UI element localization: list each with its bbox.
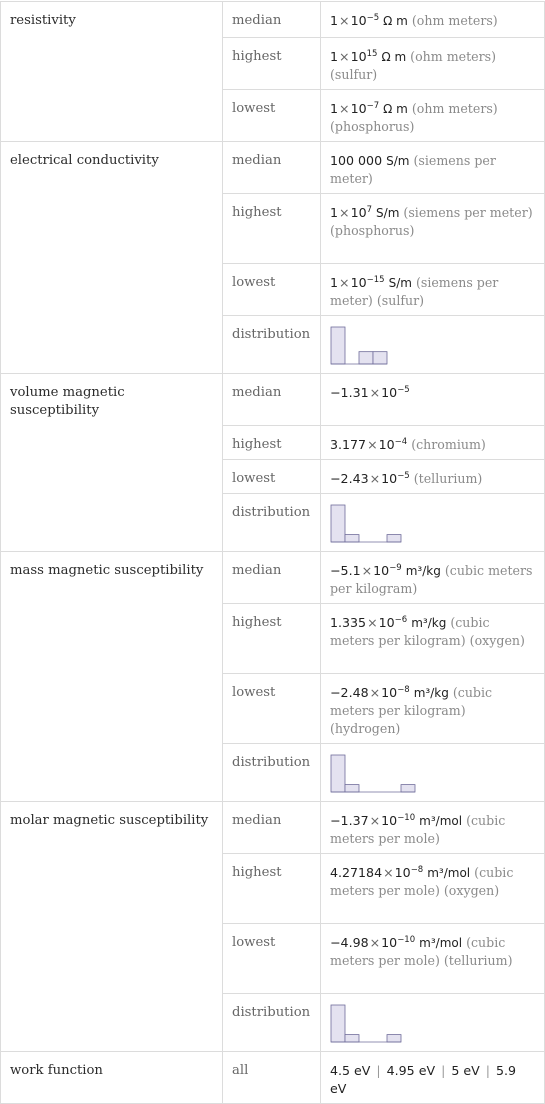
- histogram-bar: [331, 755, 345, 792]
- distribution-histogram: [330, 1004, 402, 1044]
- element-name: (oxygen): [443, 883, 500, 898]
- times-sign: ×: [339, 205, 350, 220]
- value-exponent: −5: [397, 385, 410, 395]
- unit-description: (ohm meters): [411, 13, 498, 28]
- unit-description: (siemens per meter): [403, 205, 533, 220]
- unit-description: (cubic meters per mole): [330, 813, 506, 846]
- row-value: $-2.43\times 10^{-5}$ (tellurium): [321, 460, 545, 494]
- row-label: lowest: [223, 674, 321, 744]
- unit-description: (cubic meters per kilogram): [330, 685, 493, 718]
- value-unit: m³/kg: [405, 564, 441, 578]
- value-unit: S/m: [376, 206, 400, 220]
- element-name: (phosphorus): [330, 223, 415, 238]
- row-label: median: [223, 142, 321, 194]
- list-separator: |: [441, 1063, 446, 1078]
- histogram-bar: [345, 785, 359, 792]
- value-mantissa: 1: [330, 205, 339, 220]
- value-unit: m³/kg: [413, 686, 449, 700]
- element-name: (oxygen): [469, 633, 525, 648]
- times-sign: ×: [339, 275, 350, 290]
- value-unit: Ω m: [383, 14, 408, 28]
- value-unit: m³/mol: [419, 936, 463, 950]
- row-value: [321, 1052, 545, 1104]
- unit-description: (cubic meters per mole): [330, 865, 514, 898]
- value-mantissa: −4.98: [330, 935, 369, 950]
- row-label: distribution: [223, 744, 321, 802]
- value-exponent: −10: [397, 813, 416, 823]
- row-label: median: [223, 552, 321, 604]
- histogram-bar: [387, 535, 401, 542]
- row-label: lowest: [223, 264, 321, 316]
- histogram-bar: [345, 535, 359, 542]
- value-unit: Ω m: [381, 50, 407, 64]
- row-value: $3.177\times 10^{-4}$ (chromium): [321, 426, 545, 460]
- value-number: 100 000: [330, 153, 383, 168]
- property-name: resistivity: [1, 2, 223, 142]
- value-mantissa: 1: [330, 275, 339, 290]
- properties-table-body: [1, 2, 545, 1104]
- table-row: [1, 802, 545, 854]
- row-value: [321, 494, 545, 552]
- value-exponent: −6: [394, 615, 408, 625]
- value-exponent: 15: [366, 49, 378, 59]
- value-exponent: −8: [410, 865, 424, 875]
- row-label: distribution: [223, 494, 321, 552]
- distribution-histogram: [330, 754, 416, 794]
- table-row: [1, 374, 545, 426]
- unit-description: (cubic meters per mole): [330, 935, 506, 968]
- times-sign: ×: [339, 49, 350, 64]
- element-name: (hydrogen): [330, 721, 401, 736]
- times-sign: ×: [339, 101, 350, 116]
- value-mantissa: −1.31: [330, 385, 369, 400]
- row-value: $-4.98\times 10^{-10}$ m³/mol (cubic meters per mole) (tellurium): [321, 924, 545, 994]
- value-unit: m³/mol: [419, 814, 463, 828]
- row-label: highest: [223, 426, 321, 460]
- row-label: distribution: [223, 994, 321, 1052]
- row-value: [321, 744, 545, 802]
- value-mantissa: 1: [330, 49, 339, 64]
- row-value: [321, 142, 545, 194]
- properties-table: [0, 1, 545, 1104]
- work-function-value: 5.9 eV: [330, 1063, 516, 1096]
- row-label: median: [223, 374, 321, 426]
- unit-description: (siemens per meter): [330, 153, 496, 186]
- histogram-bar: [331, 1005, 345, 1042]
- row-label: median: [223, 802, 321, 854]
- distribution-histogram: [330, 504, 402, 544]
- row-value: $1\times 10^{-7}$ Ω m (ohm meters) (phosphorus): [321, 90, 545, 142]
- value-mantissa: 3.177: [330, 437, 367, 452]
- value-unit: m³/kg: [411, 616, 447, 630]
- work-function-value: 4.95 eV: [386, 1063, 436, 1078]
- value-mantissa: −2.48: [330, 685, 369, 700]
- histogram-bar: [387, 1035, 401, 1042]
- row-label: highest: [223, 38, 321, 90]
- row-label: highest: [223, 194, 321, 264]
- times-sign: ×: [367, 615, 378, 630]
- row-value: $1\times 10^7$ S/m (siemens per meter) (phosphorus): [321, 194, 545, 264]
- row-value: [321, 316, 545, 374]
- times-sign: ×: [369, 685, 381, 700]
- row-value: $-1.31\times 10^{-5}$: [321, 374, 545, 426]
- element-name: (phosphorus): [330, 119, 415, 134]
- unit-description: (cubic meters per kilogram): [330, 615, 490, 648]
- row-value: [321, 994, 545, 1052]
- row-label: highest: [223, 604, 321, 674]
- unit-description: (ohm meters): [410, 49, 497, 64]
- row-value: $-1.37\times 10^{-10}$ m³/mol (cubic meters per mole): [321, 802, 545, 854]
- row-label: lowest: [223, 90, 321, 142]
- value-exponent: −10: [397, 935, 416, 945]
- value-exponent: 7: [366, 205, 373, 215]
- times-sign: ×: [369, 935, 381, 950]
- value-mantissa: −1.37: [330, 813, 369, 828]
- value-exponent: −5: [397, 471, 410, 481]
- value-unit: S/m: [388, 276, 412, 290]
- row-value: $4.27184\times 10^{-8}$ m³/mol (cubic meters per mole) (oxygen): [321, 854, 545, 924]
- row-label: all: [223, 1052, 321, 1104]
- histogram-bar: [373, 352, 387, 364]
- value-mantissa: −2.43: [330, 471, 369, 486]
- unit-description: (siemens per meter): [330, 275, 499, 308]
- times-sign: ×: [339, 13, 350, 28]
- row-value: $-2.48\times 10^{-8}$ m³/kg (cubic meters per kilogram) (hydrogen): [321, 674, 545, 744]
- property-name: mass magnetic susceptibility: [1, 552, 223, 802]
- value-exponent: −8: [397, 685, 410, 695]
- row-label: distribution: [223, 316, 321, 374]
- element-name: (tellurium): [413, 471, 483, 486]
- row-value: $1\times 10^{15}$ Ω m (ohm meters) (sulfur): [321, 38, 545, 90]
- row-label: highest: [223, 854, 321, 924]
- table-row: [1, 2, 545, 38]
- times-sign: ×: [361, 563, 373, 578]
- property-name: volume magnetic susceptibility: [1, 374, 223, 552]
- property-name: molar magnetic susceptibility: [1, 802, 223, 1052]
- value-mantissa: −5.1: [330, 563, 361, 578]
- unit-description: (cubic meters per kilogram): [330, 563, 533, 596]
- value-exponent: −5: [366, 13, 380, 23]
- value-unit: S/m: [386, 154, 410, 168]
- times-sign: ×: [369, 385, 381, 400]
- histogram-bar: [401, 785, 415, 792]
- table-row: [1, 552, 545, 604]
- times-sign: ×: [367, 437, 378, 452]
- row-value: $1\times 10^{-15}$ S/m (siemens per meter) (sulfur): [321, 264, 545, 316]
- row-label: lowest: [223, 460, 321, 494]
- list-separator: |: [485, 1063, 490, 1078]
- row-label: median: [223, 2, 321, 38]
- list-separator: |: [376, 1063, 381, 1078]
- histogram-bar: [359, 352, 373, 364]
- value-mantissa: 1.335: [330, 615, 367, 630]
- element-name: (sulfur): [376, 293, 425, 308]
- histogram-bar: [331, 505, 345, 542]
- times-sign: ×: [383, 865, 394, 880]
- histogram-bar: [345, 1035, 359, 1042]
- value-mantissa: 1: [330, 13, 339, 28]
- row-label: lowest: [223, 924, 321, 994]
- value-exponent: −4: [394, 437, 408, 447]
- property-name: electrical conductivity: [1, 142, 223, 374]
- times-sign: ×: [369, 813, 381, 828]
- value-unit: Ω m: [383, 102, 408, 116]
- unit-description: (ohm meters): [411, 101, 498, 116]
- table-row: [1, 1052, 545, 1104]
- property-name: work function: [1, 1052, 223, 1104]
- value-exponent: −15: [366, 275, 385, 285]
- row-value: $1.335\times 10^{-6}$ m³/kg (cubic meters per kilogram) (oxygen): [321, 604, 545, 674]
- histogram-bar: [331, 327, 345, 364]
- row-value: $-5.1\times 10^{-9}$ m³/kg (cubic meters per kilogram): [321, 552, 545, 604]
- table-row: [1, 142, 545, 194]
- row-value: $1\times 10^{-5}$ Ω m (ohm meters): [321, 2, 545, 38]
- work-function-value: 4.5 eV: [330, 1063, 371, 1078]
- element-name: (sulfur): [330, 67, 378, 82]
- work-function-value: 5 eV: [451, 1063, 480, 1078]
- value-exponent: −9: [389, 563, 402, 573]
- value-mantissa: 4.27184: [330, 865, 383, 880]
- element-name: (chromium): [411, 437, 486, 452]
- times-sign: ×: [369, 471, 381, 486]
- value-unit: m³/mol: [427, 866, 471, 880]
- value-mantissa: 1: [330, 101, 339, 116]
- distribution-histogram: [330, 326, 388, 366]
- value-exponent: −7: [366, 101, 380, 111]
- element-name: (tellurium): [443, 953, 513, 968]
